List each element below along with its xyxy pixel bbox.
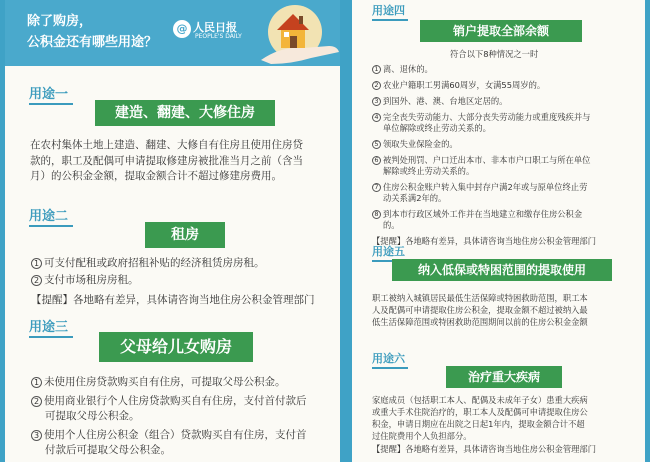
use4-item-text: 住房公积金账户转入集中封存户满2年或与原单位终止劳 bbox=[383, 182, 588, 192]
use2-label: 用途二 bbox=[29, 205, 68, 224]
use6-body-line: 积金，申请日期应在出院之日起1年内，提取金额合计不超 bbox=[372, 419, 585, 429]
use3-item bbox=[31, 393, 307, 408]
use4-title-banner bbox=[420, 20, 582, 42]
use5-title: 纳入低保或特困范围的提取使用 bbox=[417, 263, 586, 277]
use5-title-banner bbox=[392, 259, 612, 281]
speech-bubble-icon: @ bbox=[173, 20, 191, 38]
use3-item bbox=[31, 427, 307, 442]
use4-item bbox=[372, 79, 545, 91]
number-circle: 4 bbox=[372, 113, 381, 122]
number-circle: 8 bbox=[372, 210, 381, 219]
use3-item-text: 使用个人住房公积金（组合）贷款购买自有住房，支付首 bbox=[44, 429, 307, 441]
use5-body-line: 人及配偶可申请提取住房公积金，提取金额不超过被纳入最 bbox=[372, 305, 588, 315]
use4-item bbox=[372, 138, 458, 150]
use4-label: 用途四 bbox=[372, 4, 405, 17]
use4-title: 销户提取全部余额 bbox=[452, 24, 549, 38]
use2-title: 租房 bbox=[171, 227, 199, 243]
number-circle: 7 bbox=[372, 183, 381, 192]
number-circle: 1 bbox=[372, 65, 381, 74]
number-circle: 2 bbox=[372, 81, 381, 90]
use2-item-text: 可支付配租或政府招租补贴的经济租赁房房租。 bbox=[44, 257, 265, 269]
use3-title-banner bbox=[99, 332, 253, 362]
use4-item-text: 农业户籍职工男满60周岁，女满55周岁的。 bbox=[383, 80, 546, 90]
use5-body bbox=[372, 292, 588, 328]
use1-title: 建造、翻建、大修住房 bbox=[115, 105, 255, 121]
use4-item-text: 到本市行政区域外工作并在当地建立和缴存住房公积金 bbox=[383, 209, 583, 219]
logo-subtext: PEOPLE'S DAILY bbox=[195, 33, 242, 40]
number-circle: 2 bbox=[31, 396, 42, 407]
use6-body-line: 过住院费用个人负担部分。 bbox=[372, 431, 472, 441]
hand-holding-house-icon bbox=[241, 2, 340, 64]
use6-title: 治疗重大疾病 bbox=[467, 370, 540, 384]
number-circle: 3 bbox=[372, 97, 381, 106]
use1-body-line: 在农村集体土地上建造、翻建、大修自有住房且使用住房贷 bbox=[30, 139, 303, 151]
left-panel bbox=[5, 0, 340, 462]
number-circle: 1 bbox=[31, 377, 42, 388]
use3-label: 用途三 bbox=[29, 316, 68, 335]
use4-item-cont: 动关系满2年的。 bbox=[383, 193, 447, 203]
use6-body-line: 或重大手术住院治疗的，职工本人及配偶可申请提取住房公 bbox=[372, 407, 588, 417]
use3-item-text: 使用商业银行个人住房贷款购买自有住房，支付首付款后 bbox=[44, 395, 307, 407]
use6-title-banner bbox=[446, 366, 562, 388]
use4-item-text: 到国外、港、澳、台地区定居的。 bbox=[383, 96, 508, 106]
use1-title-banner bbox=[95, 100, 275, 126]
use2-reminder: 【提醒】各地略有差异，具体请咨询当地住房公积金管理部门 bbox=[31, 294, 315, 306]
use2-item bbox=[31, 272, 139, 287]
use1-body-line: 款的，职工及配偶可申请提取修建房被批准当月之前（含当 bbox=[30, 154, 303, 167]
use6-body-line: 家庭成员（包括职工本人、配偶及未成年子女）患重大疾病 bbox=[372, 395, 588, 405]
use4-item bbox=[372, 95, 507, 107]
use4-reminder: 【提醒】各地略有差异，具体请咨询当地住房公积金管理部门 bbox=[372, 236, 597, 246]
use4-item-text: 被判处刑罚、户口迁出本市、非本市户口职工与所在单位 bbox=[383, 155, 591, 165]
use5-body-line: 低生活保障范围或特困救助范围期间以前的住房公积金金额 bbox=[372, 317, 588, 327]
use2-item bbox=[31, 255, 265, 270]
use4-condition: 符合以下8种情况之一时 bbox=[450, 49, 539, 59]
use1-body bbox=[30, 138, 303, 185]
use3-item-text: 未使用住房贷款购买自有住房，可提取父母公积金。 bbox=[44, 376, 286, 388]
number-circle: 6 bbox=[372, 156, 381, 165]
use3-item-cont: 付款后可提取父母公积金。 bbox=[45, 444, 171, 456]
use4-item-cont: 单位解除或终止劳动关系的。 bbox=[383, 123, 491, 133]
use4-item-cont: 解除或终止劳动关系的。 bbox=[383, 166, 475, 176]
number-circle: 1 bbox=[31, 258, 42, 269]
number-circle: 2 bbox=[31, 275, 42, 286]
use4-item bbox=[372, 208, 582, 220]
number-circle: 3 bbox=[31, 430, 42, 441]
use3-title: 父母给儿女购房 bbox=[119, 337, 232, 356]
use6-body bbox=[372, 394, 588, 442]
use3-item-cont: 可提取父母公积金。 bbox=[45, 410, 140, 422]
number-circle: 5 bbox=[372, 140, 381, 149]
use1-body-line: 月）的公积金金额，提取金额合计不超过修建房费用。 bbox=[30, 170, 282, 182]
use4-item-text: 完全丧失劳动能力、大部分丧失劳动能力或重度残疾并与 bbox=[383, 112, 591, 122]
logo-text: 人民日报 bbox=[193, 21, 237, 34]
use4-item-text: 离、退休的。 bbox=[383, 64, 433, 74]
use4-item-text: 领取失业保险金的。 bbox=[383, 139, 458, 149]
use1-label: 用途一 bbox=[29, 83, 68, 102]
use6-reminder: 【提醒】各地略有差异，具体请咨询当地住房公积金管理部门 bbox=[372, 444, 597, 454]
header-title-line1: 除了购房， bbox=[27, 14, 93, 29]
use4-item-cont: 的。 bbox=[383, 220, 400, 230]
use5-body-line: 职工被纳入城镇居民最低生活保障或特困救助范围，职工本 bbox=[372, 293, 588, 303]
header-title-line2: 公积金还有哪些用途？ bbox=[27, 35, 158, 50]
use4-item bbox=[372, 63, 433, 75]
use5-label: 用途五 bbox=[372, 245, 405, 258]
use2-item-text: 支付市场租房房租。 bbox=[44, 274, 139, 286]
header bbox=[5, 0, 340, 66]
use6-label: 用途六 bbox=[372, 352, 405, 365]
right-panel bbox=[352, 0, 645, 462]
use2-title-banner bbox=[145, 222, 225, 248]
use3-item bbox=[31, 374, 286, 389]
